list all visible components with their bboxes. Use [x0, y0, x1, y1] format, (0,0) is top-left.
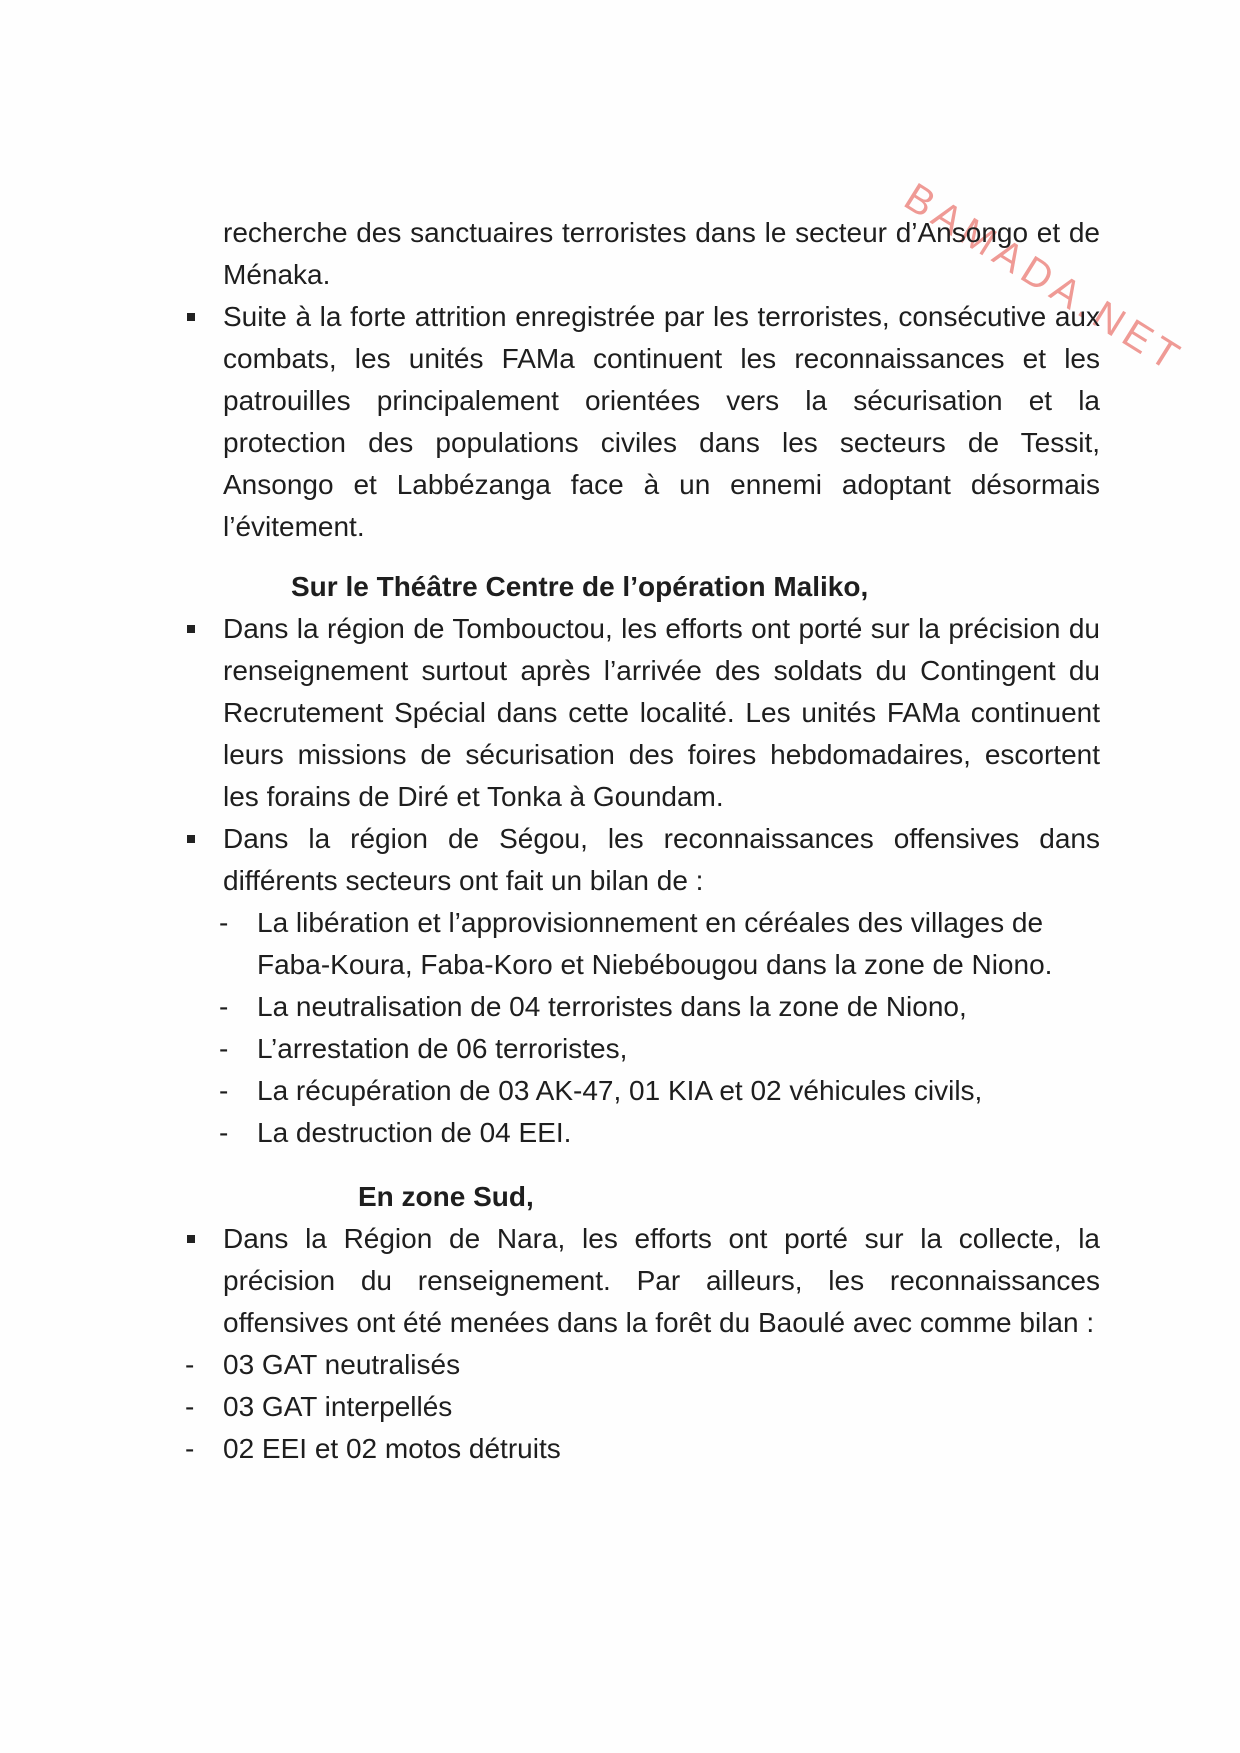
list-item	[185, 1344, 1100, 1386]
dash-marker: -	[219, 1117, 229, 1148]
centre-results-list	[185, 902, 1100, 1154]
south-results-list	[185, 1344, 1100, 1470]
square-bullet-icon	[187, 835, 195, 843]
result-text: La libération et l’approvisionnement en céréales des villages de Faba-Koura, Faba-Koro et Niebébougou dans la zone de Niono.	[257, 907, 1053, 980]
dash-marker: -	[219, 1075, 229, 1106]
result-text: 03 GAT interpellés	[223, 1391, 453, 1422]
dash-marker: -	[219, 907, 229, 938]
south-bullet-text: Dans la Région de Nara, les efforts ont porté sur la collecte, la précision du renseignement. Par ailleurs, les reconnaissances offensives ont été menées dans la forêt du Baoulé avec comme bilan :	[223, 1223, 1100, 1338]
result-text: La destruction de 04 EEI.	[257, 1117, 572, 1148]
north-bullet-text: Suite à la forte attrition enregistrée par les terroristes, consécutive aux combats, les unités FAMa continuent les reconnaissances et les patrouilles principalement orientées vers la sécurisation et la protection des populations civiles dans les secteurs de Tessit, Ansongo et Labbézanga face à un ennemi adoptant désormais l’évitement.	[223, 301, 1100, 542]
result-text: La récupération de 03 AK-47, 01 KIA et 02 véhicules civils,	[257, 1075, 983, 1106]
document-body	[185, 212, 1100, 1470]
list-item	[219, 1070, 1100, 1112]
list-item	[185, 1386, 1100, 1428]
square-bullet-icon	[187, 313, 195, 321]
watermark: BAMADA.NET	[896, 175, 1192, 382]
result-text: La neutralisation de 04 terroristes dans la zone de Niono,	[257, 991, 967, 1022]
dash-marker: -	[185, 1349, 195, 1380]
square-bullet-icon	[187, 625, 195, 633]
square-bullet-icon	[187, 1235, 195, 1243]
dash-marker: -	[185, 1391, 195, 1422]
dash-marker: -	[219, 991, 229, 1022]
south-heading: En zone Sud,	[358, 1181, 534, 1212]
centre-heading: Sur le Théâtre Centre de l’opération Maliko,	[291, 571, 869, 602]
centre-bullet-segou	[185, 818, 1100, 902]
centre-bullet-tombouctou	[185, 608, 1100, 818]
dash-marker: -	[219, 1033, 229, 1064]
list-item	[219, 1028, 1100, 1070]
list-item	[219, 902, 1100, 986]
list-item	[219, 986, 1100, 1028]
result-text: 03 GAT neutralisés	[223, 1349, 461, 1380]
intro-continuation: recherche des sanctuaires terroristes dans le secteur d’Ansongo et de Ménaka.	[223, 217, 1100, 290]
dash-marker: -	[185, 1433, 195, 1464]
list-item	[185, 1428, 1100, 1470]
result-text: 02 EEI et 02 motos détruits	[223, 1433, 561, 1464]
south-bullet-nara	[185, 1218, 1100, 1344]
result-text: L’arrestation de 06 terroristes,	[257, 1033, 628, 1064]
north-bullet	[185, 296, 1100, 548]
list-item	[219, 1112, 1100, 1154]
centre-bullet-text: Dans la région de Ségou, les reconnaissances offensives dans différents secteurs ont fait un bilan de :	[223, 823, 1100, 896]
centre-bullet-text: Dans la région de Tombouctou, les efforts ont porté sur la précision du renseignement surtout après l’arrivée des soldats du Contingent du Recrutement Spécial dans cette localité. Les unités FAMa continuent leurs missions de sécurisation des foires hebdomadaires, escortent les forains de Diré et Tonka à Goundam.	[223, 613, 1100, 812]
